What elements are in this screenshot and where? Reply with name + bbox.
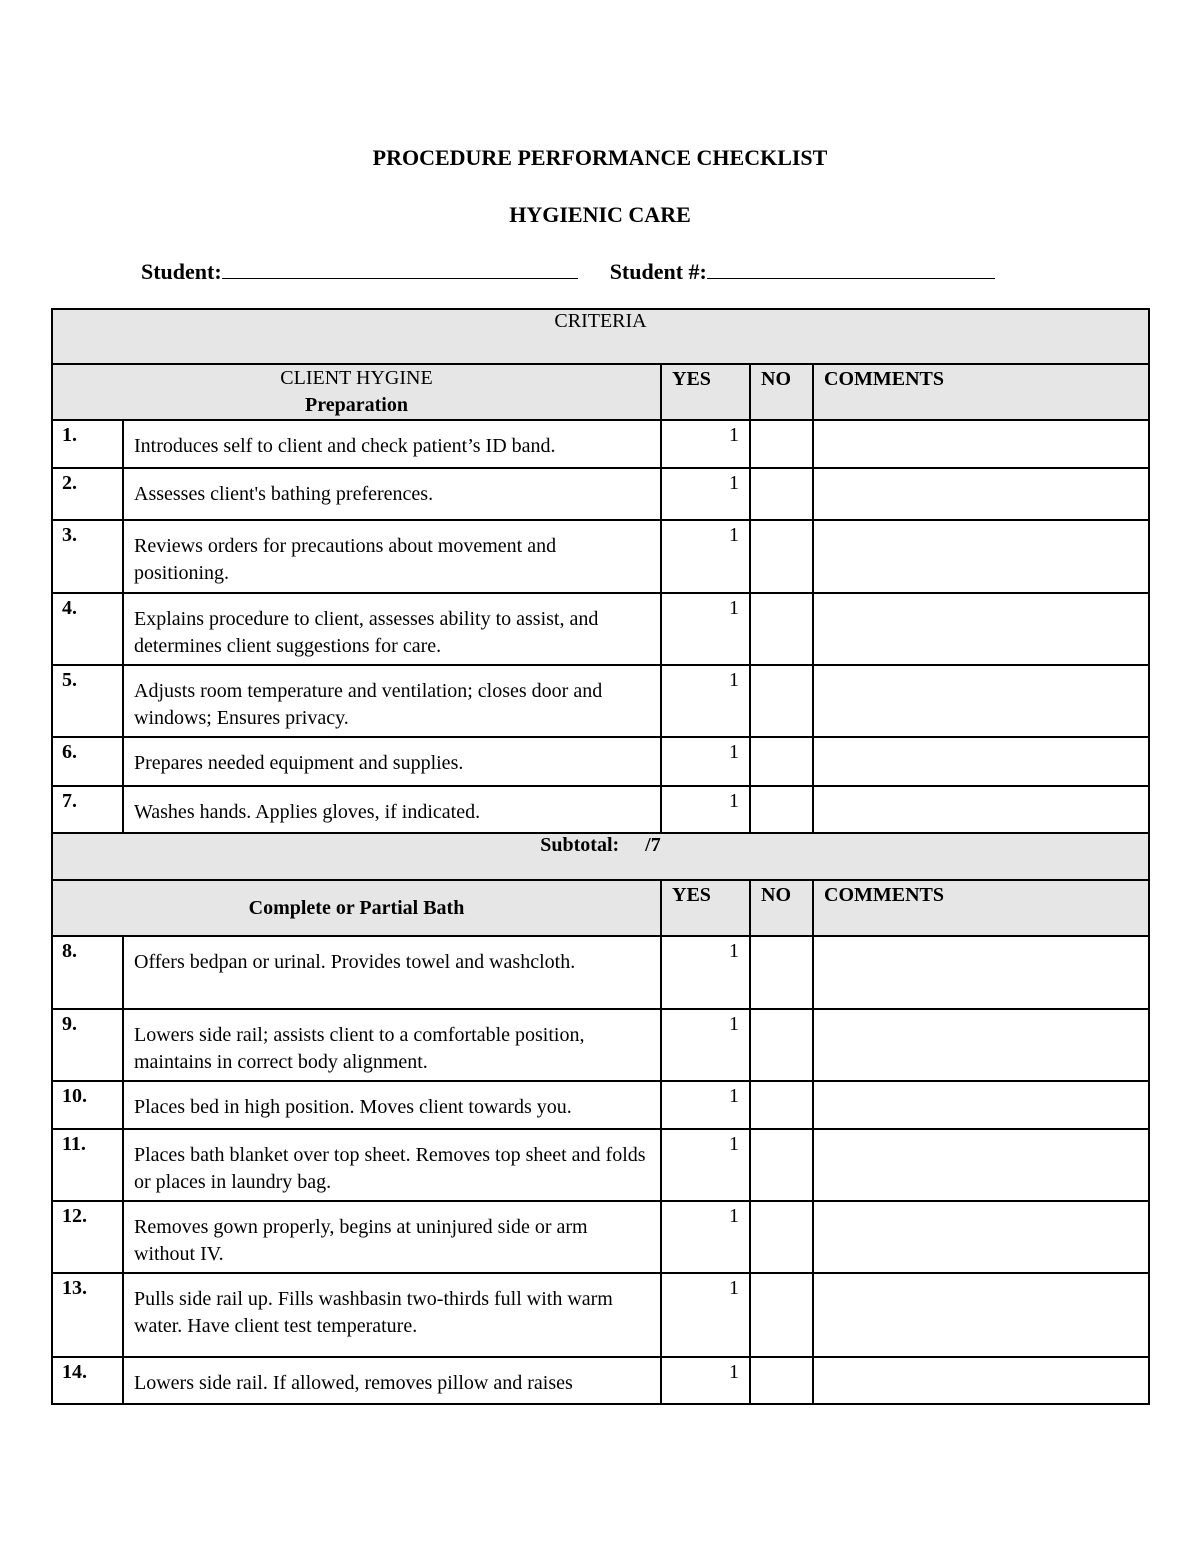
yes-cell[interactable]: 1: [661, 1009, 750, 1081]
item-description: Washes hands. Applies gloves, if indicated.: [123, 786, 661, 833]
item-description: Introduces self to client and check patient’s ID band.: [123, 420, 661, 468]
subtotal-row: [52, 833, 1149, 880]
no-cell[interactable]: [750, 420, 813, 468]
yes-cell[interactable]: 1: [661, 1201, 750, 1273]
page-subtitle: HYGIENIC CARE: [509, 202, 691, 227]
checklist-row: [52, 1273, 1149, 1357]
comments-cell[interactable]: [813, 737, 1149, 786]
student-label: Student:: [141, 259, 222, 284]
item-number: 9.: [52, 1009, 123, 1081]
checklist-table: [51, 308, 1150, 1405]
section1-header-row: [52, 364, 1149, 420]
comments-cell[interactable]: [813, 1009, 1149, 1081]
checklist-row: [52, 665, 1149, 737]
student-info-line: [141, 256, 995, 285]
no-cell[interactable]: [750, 1357, 813, 1404]
item-number: 10.: [52, 1081, 123, 1129]
comments-cell[interactable]: [813, 520, 1149, 593]
item-number: 12.: [52, 1201, 123, 1273]
no-cell[interactable]: [750, 593, 813, 665]
comments-cell[interactable]: [813, 1273, 1149, 1357]
no-cell[interactable]: [750, 1009, 813, 1081]
page-title: PROCEDURE PERFORMANCE CHECKLIST: [372, 145, 828, 170]
item-number: 13.: [52, 1273, 123, 1357]
yes-cell[interactable]: 1: [661, 420, 750, 468]
item-description: Lowers side rail. If allowed, removes pillow and raises: [123, 1357, 661, 1404]
checklist-row: [52, 1009, 1149, 1081]
column-no-header: NO: [750, 364, 813, 420]
item-number: 4.: [52, 593, 123, 665]
no-cell[interactable]: [750, 520, 813, 593]
section1-heading: CLIENT HYGINE: [280, 367, 433, 389]
checklist-row: [52, 1129, 1149, 1201]
item-number: 11.: [52, 1129, 123, 1201]
item-description: Lowers side rail; assists client to a comfortable position, maintains in correct body alignment.: [123, 1009, 661, 1081]
checklist-row: [52, 936, 1149, 1009]
no-cell[interactable]: [750, 665, 813, 737]
item-number: 7.: [52, 786, 123, 833]
item-number: 6.: [52, 737, 123, 786]
no-cell[interactable]: [750, 1081, 813, 1129]
comments-cell[interactable]: [813, 1357, 1149, 1404]
no-cell[interactable]: [750, 468, 813, 520]
section1-rows: [52, 420, 1149, 833]
comments-cell[interactable]: [813, 1129, 1149, 1201]
item-description: Prepares needed equipment and supplies.: [123, 737, 661, 786]
item-number: 14.: [52, 1357, 123, 1404]
item-description: Reviews orders for precautions about movement and positioning.: [123, 520, 661, 593]
no-cell[interactable]: [750, 737, 813, 786]
checklist-row: [52, 468, 1149, 520]
item-number: 5.: [52, 665, 123, 737]
column-comments-header: COMMENTS: [813, 364, 1149, 420]
checklist-row: [52, 593, 1149, 665]
section2-rows: [52, 936, 1149, 1404]
no-cell[interactable]: [750, 1201, 813, 1273]
item-description: Places bed in high position. Moves client towards you.: [123, 1081, 661, 1129]
item-number: 8.: [52, 936, 123, 1009]
section2-header-row: [52, 880, 1149, 936]
student-name-field[interactable]: [222, 256, 578, 279]
criteria-label: CRITERIA: [52, 309, 1149, 364]
yes-cell[interactable]: 1: [661, 520, 750, 593]
student-number-field[interactable]: [707, 256, 995, 279]
no-cell[interactable]: [750, 936, 813, 1009]
yes-cell[interactable]: 1: [661, 1357, 750, 1404]
item-description: Adjusts room temperature and ventilation; closes door and windows; Ensures privacy.: [123, 665, 661, 737]
section1-subheading: Preparation: [305, 394, 408, 416]
section2-heading: Complete or Partial Bath: [52, 880, 661, 936]
checklist-row: [52, 520, 1149, 593]
yes-cell[interactable]: 1: [661, 665, 750, 737]
yes-cell[interactable]: 1: [661, 936, 750, 1009]
no-cell[interactable]: [750, 1273, 813, 1357]
no-cell[interactable]: [750, 786, 813, 833]
yes-cell[interactable]: 1: [661, 1273, 750, 1357]
checklist-row: [52, 786, 1149, 833]
item-number: 3.: [52, 520, 123, 593]
column-yes-header: YES: [661, 880, 750, 936]
item-description: Assesses client's bathing preferences.: [123, 468, 661, 520]
item-description: Pulls side rail up. Fills washbasin two-thirds full with warm water. Have client test temperature.: [123, 1273, 661, 1357]
checklist-row: [52, 420, 1149, 468]
comments-cell[interactable]: [813, 420, 1149, 468]
criteria-header-row: [52, 309, 1149, 364]
comments-cell[interactable]: [813, 1201, 1149, 1273]
subtotal-value: /7: [645, 834, 661, 856]
item-number: 2.: [52, 468, 123, 520]
checklist-row: [52, 1081, 1149, 1129]
column-yes-header: YES: [661, 364, 750, 420]
item-description: Removes gown properly, begins at uninjured side or arm without IV.: [123, 1201, 661, 1273]
yes-cell[interactable]: 1: [661, 593, 750, 665]
yes-cell[interactable]: 1: [661, 468, 750, 520]
column-no-header: NO: [750, 880, 813, 936]
comments-cell[interactable]: [813, 468, 1149, 520]
subtotal-cell: [52, 833, 1149, 880]
item-description: Places bath blanket over top sheet. Removes top sheet and folds or places in laundry bag.: [123, 1129, 661, 1201]
student-number-label: Student #:: [609, 259, 707, 284]
item-description: Explains procedure to client, assesses ability to assist, and determines client suggestions for care.: [123, 593, 661, 665]
item-description: Offers bedpan or urinal. Provides towel and washcloth.: [123, 936, 661, 1009]
yes-cell[interactable]: 1: [661, 786, 750, 833]
comments-cell[interactable]: [813, 665, 1149, 737]
item-number: 1.: [52, 420, 123, 468]
subtotal-label: Subtotal:: [540, 834, 620, 856]
comments-cell[interactable]: [813, 936, 1149, 1009]
comments-cell[interactable]: [813, 786, 1149, 833]
yes-cell[interactable]: 1: [661, 1081, 750, 1129]
comments-cell[interactable]: [813, 1081, 1149, 1129]
column-comments-header: COMMENTS: [813, 880, 1149, 936]
checklist-row: [52, 1201, 1149, 1273]
no-cell[interactable]: [750, 1129, 813, 1201]
yes-cell[interactable]: 1: [661, 1129, 750, 1201]
comments-cell[interactable]: [813, 593, 1149, 665]
checklist-row: [52, 1357, 1149, 1404]
checklist-row: [52, 737, 1149, 786]
yes-cell[interactable]: 1: [661, 737, 750, 786]
section1-heading-cell: [52, 364, 661, 420]
